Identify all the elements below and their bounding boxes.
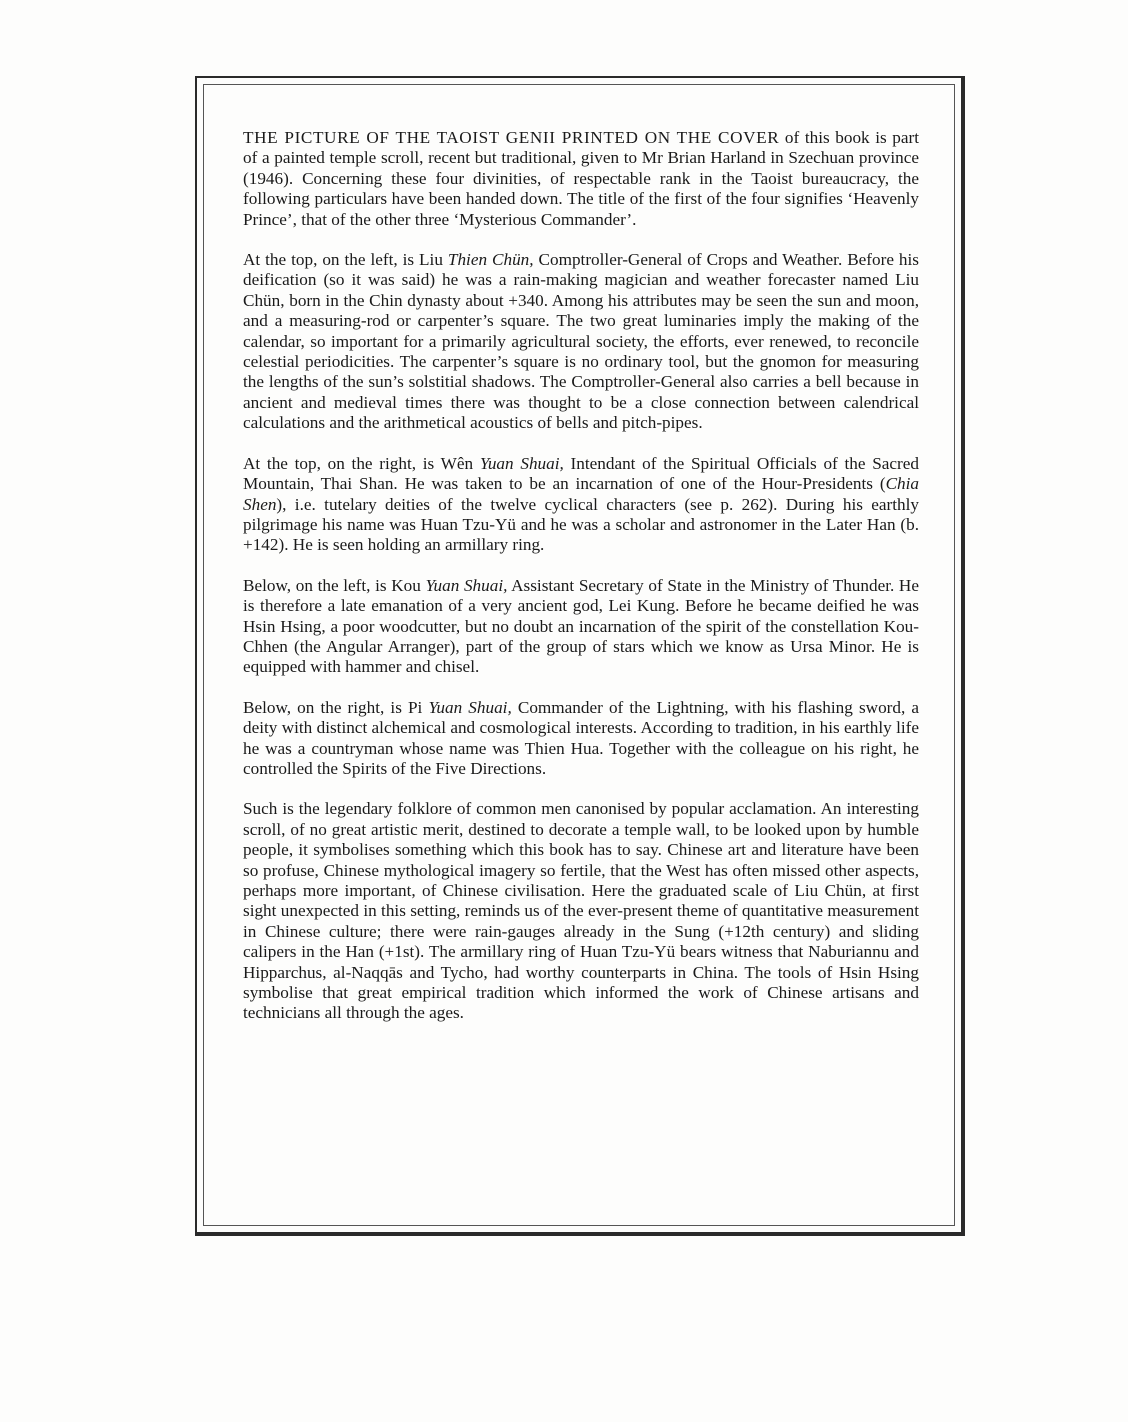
paragraph-pi-yuan-shuai [243, 698, 919, 780]
paragraph-conclusion: Such is the legendary folklore of common men canonised by popular acclamation. An interesting scroll, of no great artistic merit, destined to decorate a temple wall, to be looked upon by humble people, it symbolises something which this book has to say. Chinese art and literature have been so profuse, Chinese mythological imagery so fertile, that the West has often missed other aspects, perhaps more important, of Chinese civilisation. Here the graduated scale of Liu Chün, at first sight unexpected in this setting, reminds us of the ever-present theme of quantitative measurement in Chinese culture; there were rain-gauges already in the Sung (+12th century) and sliding calipers in the Han (+1st). The armillary ring of Huan Tzu-Yü bears witness that Naburiannu and Hipparchus, al-Naqqās and Tycho, had worthy counterparts in China. The tools of Hsin Hsing symbolise that great empirical tradition which informed the work of Chinese artisans and technicians all through the ages. [243, 799, 919, 1023]
italic-title: Yuan Shuai, [425, 575, 508, 595]
text-run: At the top, on the right, is Wên [243, 453, 480, 473]
text-run: Below, on the right, is Pi [243, 697, 429, 717]
text-run: Intendant of the Spiritual Officials of the Sacred Mountain, Thai Shan. He was taken to be an incarnation of one of the Hour-Presidents ( [243, 453, 919, 494]
italic-title: Yuan Shuai, [428, 697, 512, 717]
paragraph-intro-text: of this book is part of a painted temple scroll, recent but traditional, given to Mr Brian Harland in Szechuan province (1946). Concerning these four divinities, of respectable rank in the Taoist bureaucracy, the following particulars have been handed down. The title of the first of the four signifies ‘Heavenly Prince’, that of the other three ‘Mysterious Commander’. [243, 128, 920, 229]
paragraph-wen-yuan-shuai [243, 454, 919, 556]
text-run: Comptroller-General of Crops and Weather. Before his deification (so it was said) he was a rain-making magician and weather forecaster named Liu Chün, born in the Chin dynasty about +340. Among his attributes may be seen the sun and moon, and a measuring-rod or carpenter’s square. The two great luminaries imply the making of the calendar, so important for a primarily agricultural society, the efforts, ever renewed, to reconcile celestial periodicities. The carpenter’s square is no ordinary tool, but the gnomon for measuring the lengths of the sun’s solstitial shadows. The Comptroller-General also carries a bell because in ancient and medieval times there was thought to be a close connection between calendrical calculations and the arithmetical acoustics of bells and pitch-pipes. [243, 250, 919, 433]
text-run: Commander of the Lightning, with his flashing sword, a deity with distinct alchemical and cosmological interests. According to tradition, in his earthly life he was a countryman whose name was Thien Hua. Together with the colleague on his right, he controlled the Spirits of the Five Directions. [243, 697, 920, 778]
paragraph-intro [243, 128, 919, 230]
text-run: Assistant Secretary of State in the Ministry of Thunder. He is therefore a late emanation of a very ancient god, Lei Kung. Before he became deified he was Hsin Hsing, a poor woodcutter, but no doubt an incarnation of the spirit of the constellation Kou-Chhen (the Angular Arranger), part of the group of stars which we know as Ursa Minor. He is equipped with hammer and chisel. [243, 575, 919, 677]
cover-note-text [243, 128, 919, 1044]
italic-title: Thien Chün, [447, 250, 534, 270]
italic-title: Yuan Shuai, [479, 453, 564, 473]
paragraph-liu-thien-chun [243, 250, 919, 434]
text-run: ), i.e. tutelary deities of the twelve cyclical characters (see p. 262). During his earthly pilgrimage his name was Huan Tzu-Yü and he was a scholar and astronomer in the Later Han (b. +142). He is seen holding an armillary ring. [243, 494, 919, 555]
text-run: Below, on the left, is Kou [243, 575, 426, 595]
heading: THE PICTURE OF THE TAOIST GENII PRINTED ON THE COVER [243, 128, 780, 147]
text-run: At the top, on the left, is Liu [243, 250, 448, 270]
paragraph-kou-yuan-shuai [243, 576, 919, 678]
italic-term: Chia Shen [243, 474, 919, 514]
